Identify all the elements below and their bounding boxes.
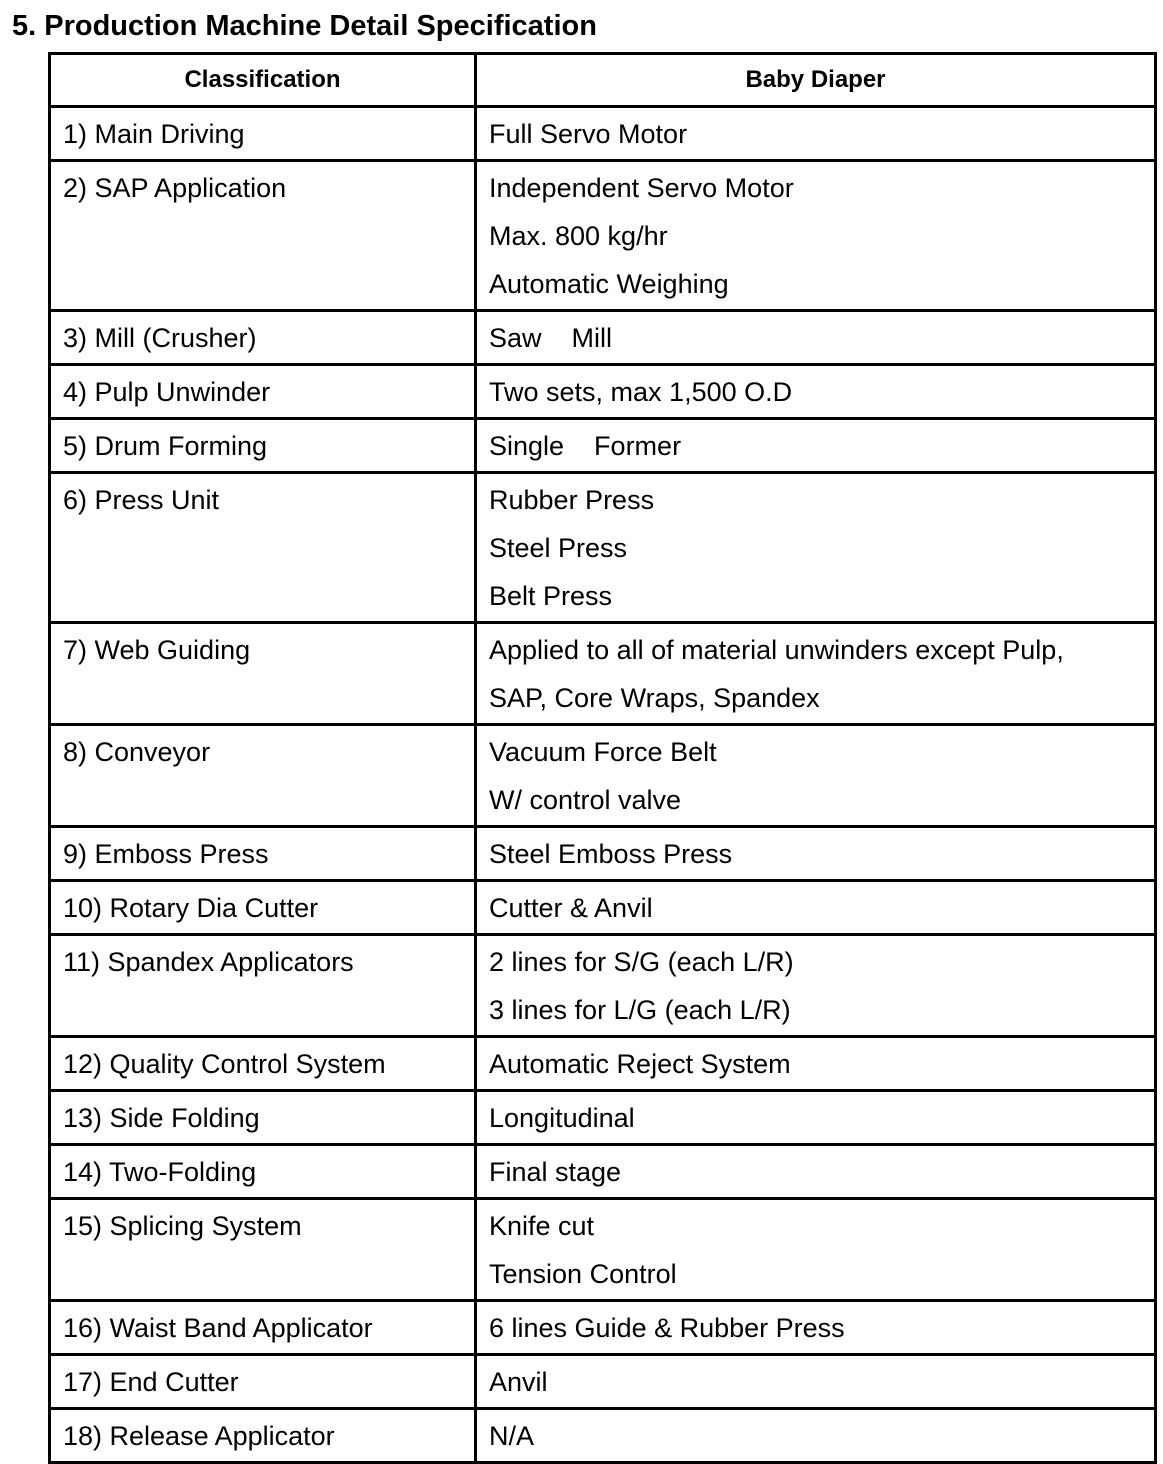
specification-line: Steel Press <box>489 533 628 563</box>
classification-label: 12) Quality Control System <box>63 1049 386 1079</box>
table-row <box>50 1145 1156 1199</box>
specification-cell <box>476 1199 1156 1301</box>
page-title: 5. Production Machine Detail Specification <box>12 10 597 42</box>
specification-cell <box>476 1409 1156 1463</box>
specification-cell <box>476 365 1156 419</box>
specification-line: Applied to all of material unwinders except Pulp, <box>489 635 1064 665</box>
specification-cell <box>476 473 1156 623</box>
specification-line: Cutter & Anvil <box>489 893 653 923</box>
spec-table <box>48 52 1157 1464</box>
classification-label: 17) End Cutter <box>63 1367 239 1397</box>
table-row <box>50 935 1156 1037</box>
specification-cell <box>476 311 1156 365</box>
specification-cell <box>476 1355 1156 1409</box>
specification-line: Two sets, max 1,500 O.D <box>489 377 793 407</box>
classification-cell <box>50 419 476 473</box>
specification-cell <box>476 623 1156 725</box>
classification-label: 15) Splicing System <box>63 1211 302 1241</box>
specification-line: N/A <box>489 1421 535 1451</box>
specification-cell <box>476 1091 1156 1145</box>
table-row <box>50 107 1156 161</box>
table-row <box>50 827 1156 881</box>
classification-label: 14) Two-Folding <box>63 1157 257 1187</box>
classification-cell <box>50 473 476 623</box>
table-row <box>50 1409 1156 1463</box>
classification-label: 16) Waist Band Applicator <box>63 1313 373 1343</box>
classification-cell <box>50 1091 476 1145</box>
classification-label: 6) Press Unit <box>63 485 220 515</box>
classification-label: 4) Pulp Unwinder <box>63 377 271 407</box>
specification-cell <box>476 725 1156 827</box>
classification-label: 8) Conveyor <box>63 737 211 767</box>
table-row <box>50 725 1156 827</box>
table-row <box>50 419 1156 473</box>
classification-label: 3) Mill (Crusher) <box>63 323 257 353</box>
table-row <box>50 623 1156 725</box>
classification-label: 18) Release Applicator <box>63 1421 335 1451</box>
classification-cell <box>50 1301 476 1355</box>
specification-line: 3 lines for L/G (each L/R) <box>489 995 791 1025</box>
specification-line: Knife cut <box>489 1211 595 1241</box>
specification-cell <box>476 881 1156 935</box>
classification-cell <box>50 311 476 365</box>
table-row <box>50 1037 1156 1091</box>
table-row <box>50 161 1156 311</box>
specification-line: Full Servo Motor <box>489 119 688 149</box>
specification-cell <box>476 935 1156 1037</box>
specification-line: Automatic Weighing <box>489 269 729 299</box>
classification-cell <box>50 881 476 935</box>
classification-cell <box>50 1037 476 1091</box>
classification-label: 1) Main Driving <box>63 119 245 149</box>
specification-line: Saw Mill <box>489 323 613 353</box>
classification-cell <box>50 161 476 311</box>
specification-cell <box>476 107 1156 161</box>
table-row <box>50 1199 1156 1301</box>
classification-cell <box>50 1355 476 1409</box>
specification-line: Longitudinal <box>489 1103 635 1133</box>
specification-line: Anvil <box>489 1367 548 1397</box>
specification-cell <box>476 827 1156 881</box>
classification-label: 10) Rotary Dia Cutter <box>63 893 319 923</box>
classification-cell <box>50 1199 476 1301</box>
classification-cell <box>50 623 476 725</box>
specification-line: Tension Control <box>489 1259 677 1289</box>
specification-line: Single Former <box>489 431 682 461</box>
classification-label: 2) SAP Application <box>63 173 287 203</box>
classification-label: 7) Web Guiding <box>63 635 251 665</box>
table-row <box>50 473 1156 623</box>
classification-cell <box>50 107 476 161</box>
specification-line: Belt Press <box>489 581 613 611</box>
specification-line: Rubber Press <box>489 485 655 515</box>
specification-line: SAP, Core Wraps, Spandex <box>489 683 820 713</box>
specification-line: Steel Emboss Press <box>489 839 733 869</box>
classification-label: 5) Drum Forming <box>63 431 268 461</box>
table-row <box>50 1091 1156 1145</box>
classification-cell <box>50 365 476 419</box>
specification-line: Independent Servo Motor <box>489 173 794 203</box>
specification-line: W/ control valve <box>489 785 682 815</box>
classification-label: 13) Side Folding <box>63 1103 260 1133</box>
classification-label: 11) Spandex Applicators <box>63 947 354 977</box>
specification-cell <box>476 419 1156 473</box>
table-body <box>50 107 1156 1463</box>
column-header-baby-diaper: Baby Diaper <box>476 54 1156 107</box>
specification-line: 2 lines for S/G (each L/R) <box>489 947 794 977</box>
specification-cell <box>476 1145 1156 1199</box>
specification-line: Vacuum Force Belt <box>489 737 717 767</box>
table-row <box>50 1301 1156 1355</box>
specification-cell <box>476 1037 1156 1091</box>
specification-line: Automatic Reject System <box>489 1049 791 1079</box>
classification-cell <box>50 935 476 1037</box>
specification-cell <box>476 161 1156 311</box>
specification-line: Final stage <box>489 1157 622 1187</box>
table-row <box>50 881 1156 935</box>
table-row <box>50 1355 1156 1409</box>
classification-cell <box>50 827 476 881</box>
table-header-row <box>50 54 1156 107</box>
table-row <box>50 365 1156 419</box>
specification-line: 6 lines Guide & Rubber Press <box>489 1313 845 1343</box>
specification-cell <box>476 1301 1156 1355</box>
classification-label: 9) Emboss Press <box>63 839 269 869</box>
table-row <box>50 311 1156 365</box>
classification-cell <box>50 725 476 827</box>
classification-cell <box>50 1145 476 1199</box>
classification-cell <box>50 1409 476 1463</box>
column-header-classification: Classification <box>50 54 476 107</box>
specification-line: Max. 800 kg/hr <box>489 221 668 251</box>
